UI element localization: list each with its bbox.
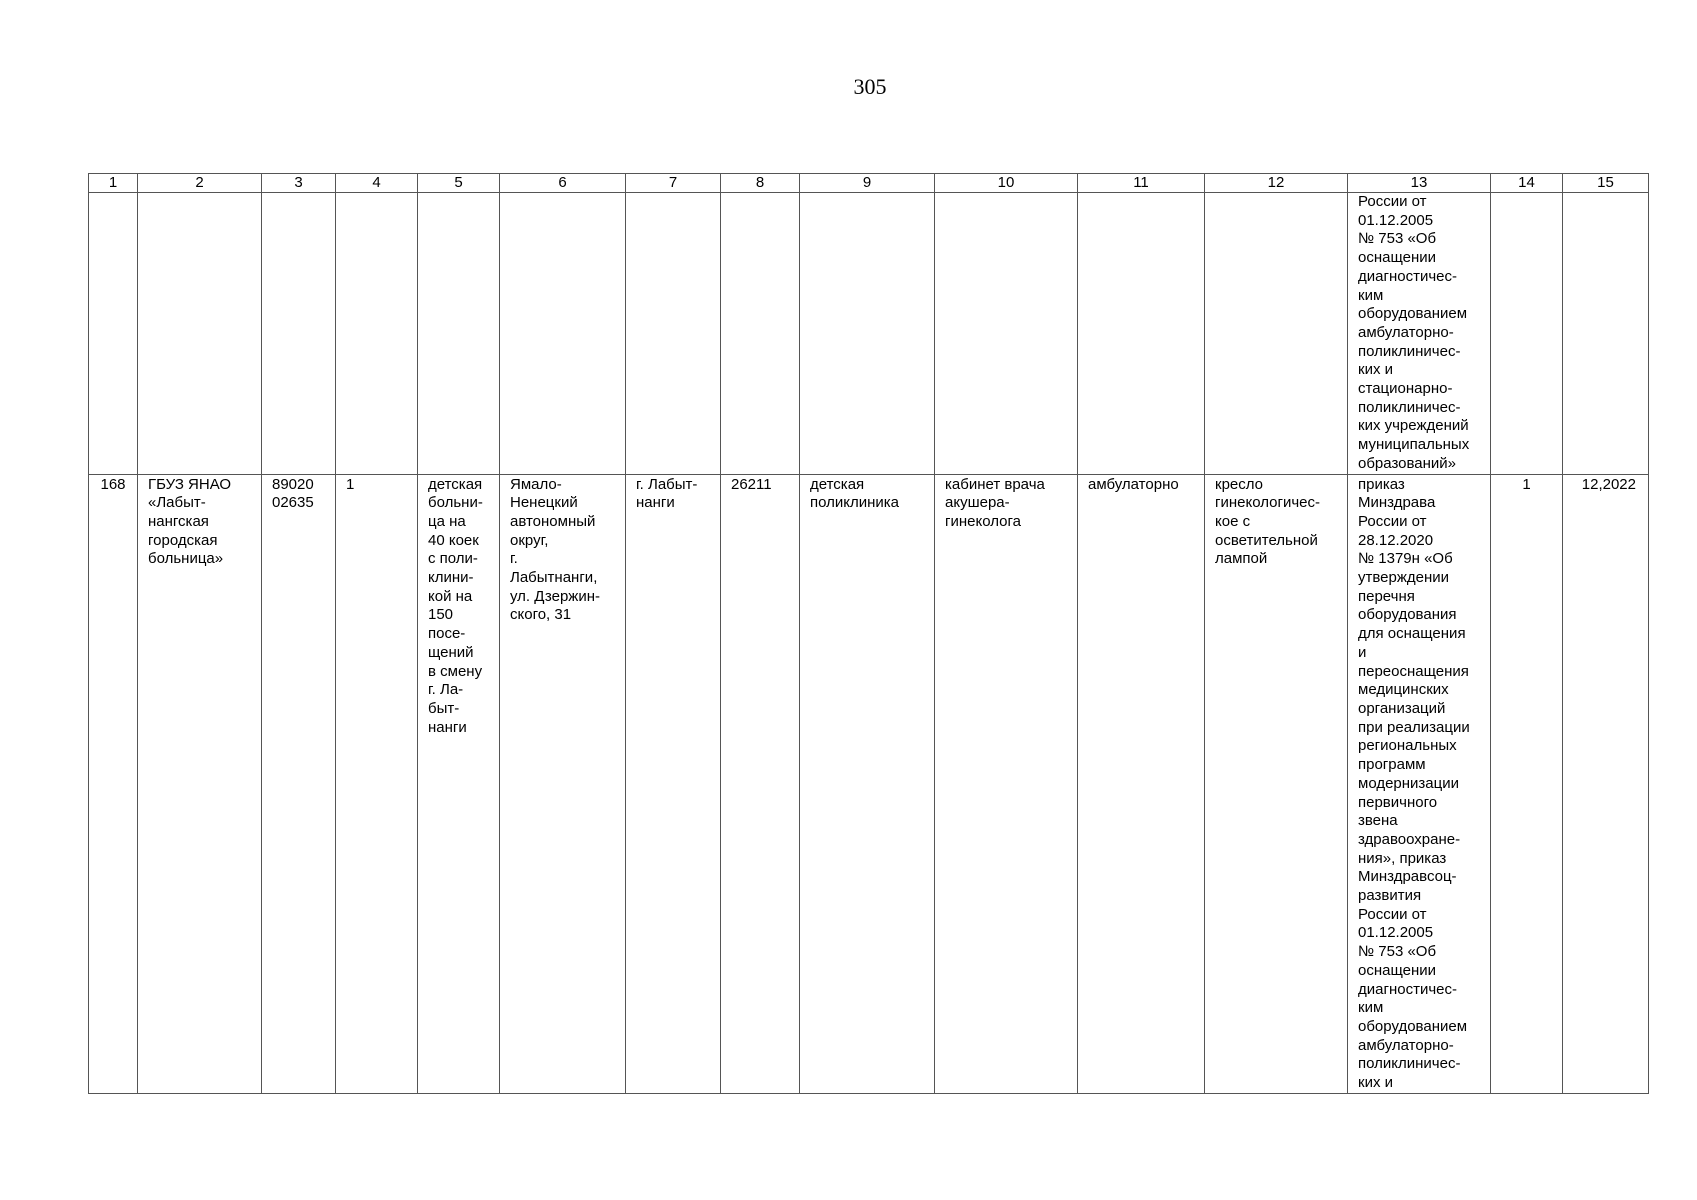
table-cell — [721, 193, 800, 475]
care-type-cell: амбулаторно — [1078, 474, 1205, 1093]
table-cell — [1563, 193, 1649, 475]
settlement-cell: г. Лабыт- нанги — [626, 474, 721, 1093]
division-cell: детская поликлиника — [800, 474, 935, 1093]
organization-cell: ГБУЗ ЯНАО «Лабыт- нангская городская больница» — [138, 474, 262, 1093]
inn-cell: 89020 02635 — [262, 474, 336, 1093]
column-header-4: 4 — [336, 174, 418, 193]
table-cell — [418, 193, 500, 475]
table-cell — [89, 193, 138, 475]
column-header-5: 5 — [418, 174, 500, 193]
column-header-1: 1 — [89, 174, 138, 193]
column-header-9: 9 — [800, 174, 935, 193]
column-header-6: 6 — [500, 174, 626, 193]
code-cell: 26211 — [721, 474, 800, 1093]
table-cell — [1078, 193, 1205, 475]
column-header-2: 2 — [138, 174, 262, 193]
column-header-14: 14 — [1491, 174, 1563, 193]
column-header-10: 10 — [935, 174, 1078, 193]
column-header-15: 15 — [1563, 174, 1649, 193]
table-cell: 1 — [336, 474, 418, 1093]
table-row-168 — [89, 474, 1649, 1093]
column-header-3: 3 — [262, 174, 336, 193]
cabinet-cell: кабинет врача акушера- гинеколога — [935, 474, 1078, 1093]
table-cell — [626, 193, 721, 475]
column-header-7: 7 — [626, 174, 721, 193]
date-cell: 12,2022 — [1563, 474, 1649, 1093]
quantity-cell: 1 — [1491, 474, 1563, 1093]
equipment-table — [88, 173, 1649, 1094]
address-cell: Ямало- Ненецкий автономный округ, г. Лабытнанги, ул. Дзержин- ского, 31 — [500, 474, 626, 1093]
table-cell — [500, 193, 626, 475]
table-cell — [800, 193, 935, 475]
column-header-12: 12 — [1205, 174, 1348, 193]
regulation-cell: приказ Минздрава России от 28.12.2020 № 1379н «Об утверждении перечня оборудования для оснащения и переоснащения медицинских организаций при реализации региональных программ модернизации первичного звена здравоохране- ния», приказ Минздравсоц- развития России от 01.12.2005 № 753 «Об оснащении диагностичес- ким оборудованием амбулаторно- поликлиничес- ких и — [1348, 474, 1491, 1093]
table-cell — [336, 193, 418, 475]
table-cell — [262, 193, 336, 475]
equipment-cell: кресло гинекологичес- кое с осветительной лампой — [1205, 474, 1348, 1093]
column-header-8: 8 — [721, 174, 800, 193]
page-number: 305 — [853, 74, 887, 99]
table-row-continuation — [89, 193, 1649, 475]
table-cell — [138, 193, 262, 475]
table-header-row — [89, 174, 1649, 193]
regulation-cell: России от 01.12.2005 № 753 «Об оснащении диагностичес- ким оборудованием амбулаторно- поликлиничес- ких и стационарно- поликлиничес- ких учреждений муниципальных образований» — [1348, 193, 1491, 475]
column-header-11: 11 — [1078, 174, 1205, 193]
row-number-cell: 168 — [89, 474, 138, 1093]
table-cell — [935, 193, 1078, 475]
facility-cell: детская больни- ца на 40 коек с поли- клини- кой на 150 посе- щений в смену г. Ла- быт- нанги — [418, 474, 500, 1093]
table-cell — [1491, 193, 1563, 475]
table-cell — [1205, 193, 1348, 475]
column-header-13: 13 — [1348, 174, 1491, 193]
